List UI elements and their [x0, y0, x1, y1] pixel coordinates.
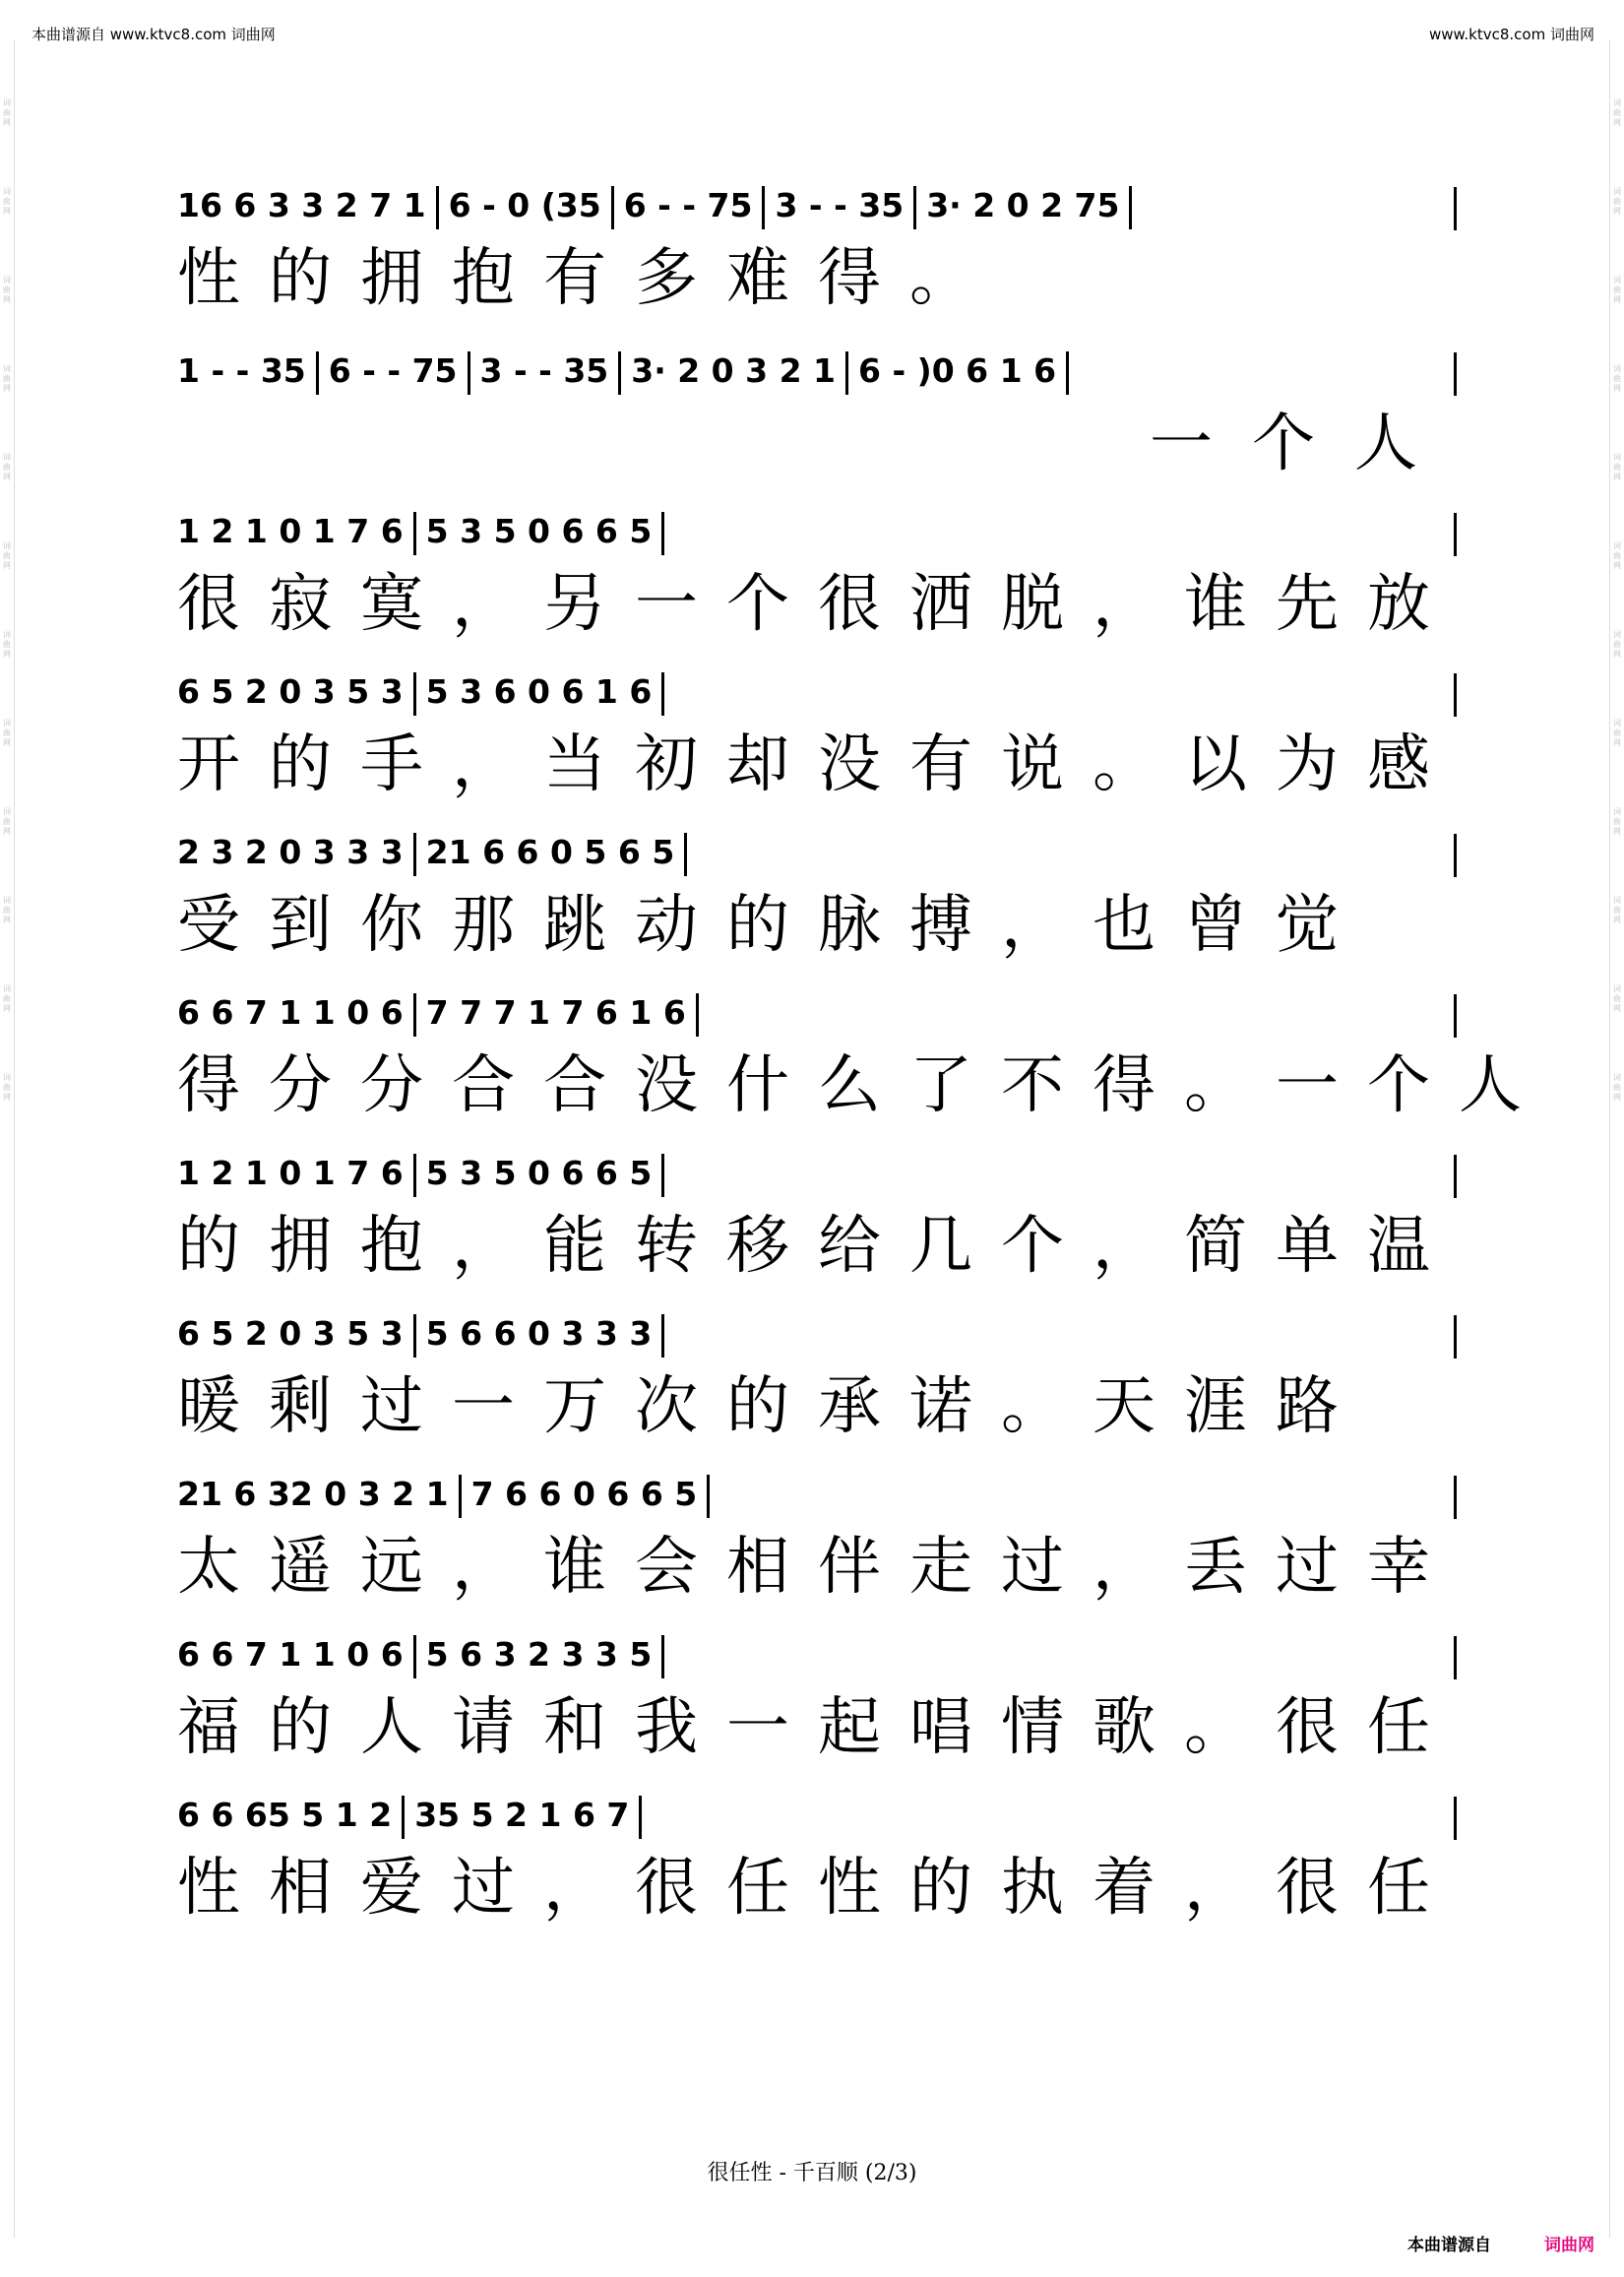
edge-watermark-text: 词曲网 [3, 807, 11, 836]
edge-watermark-text: 词曲网 [3, 630, 11, 659]
edge-watermark-text: 词曲网 [1613, 984, 1621, 1013]
jianpu-notes: 6 5 2 0 3 5 35 6 6 0 3 3 3 [177, 1305, 1457, 1362]
jianpu-notes: 6 5 2 0 3 5 35 3 6 0 6 1 6 [177, 664, 1457, 721]
lyrics-line: 性相爱过，很任性的执着，很任 [177, 1852, 1459, 1925]
jianpu-notes: 6 6 7 1 1 0 67 7 7 1 7 6 1 6 [177, 984, 1457, 1042]
bar-line [1454, 187, 1457, 230]
score-line [177, 1466, 1457, 1626]
measure-bar [436, 186, 439, 229]
lyrics-line: 受到你那跳动的脉搏，也曾觉 [177, 889, 1367, 962]
edge-watermark-text: 词曲网 [3, 719, 11, 747]
score-line [177, 984, 1550, 1145]
bar-line [1454, 673, 1457, 717]
edge-watermark-text: 词曲网 [3, 453, 11, 481]
measure-bar [413, 1154, 416, 1197]
measure-bar [618, 351, 621, 395]
measure-bar [459, 1475, 462, 1518]
measure-bar [845, 351, 848, 395]
bar-line [1454, 1476, 1457, 1519]
measure-bar [413, 672, 416, 716]
measure-bar [696, 993, 699, 1037]
score-line [177, 1626, 1457, 1787]
lyrics-line: 福的人请和我一起唱情歌。很任 [177, 1691, 1459, 1764]
measure-bar [402, 1796, 405, 1839]
measure-bar [639, 1796, 642, 1839]
measure-bar [1129, 186, 1132, 229]
score-line [177, 824, 1457, 984]
edge-watermark-text: 词曲网 [3, 276, 11, 304]
score-line [177, 1145, 1457, 1305]
measure-bar [707, 1475, 710, 1518]
score-sheet [177, 177, 1550, 1947]
measure-bar [413, 1635, 416, 1678]
lyrics-line: 性的拥抱有多难得。 [177, 242, 1001, 315]
score-line [177, 1305, 1457, 1466]
edge-watermark-text: 词曲网 [1613, 896, 1621, 924]
header-source-text: 本曲谱源自 www.ktvc8.com 词曲网 [31, 26, 276, 43]
page-footer: 很任性 - 千百顺 (2/3) [707, 2161, 917, 2185]
measure-bar [468, 351, 470, 395]
measure-bar [413, 833, 416, 876]
lyrics-line: 很寂寞，另一个很洒脱，谁先放 [177, 568, 1459, 641]
jianpu-notes: 6 6 65 5 1 235 5 2 1 6 7 [177, 1787, 1457, 1844]
edge-watermark-text: 词曲网 [1613, 187, 1621, 216]
lyrics-line: 一个人 [1150, 408, 1457, 480]
edge-watermark-text: 词曲网 [3, 187, 11, 216]
measure-bar [413, 512, 416, 555]
measure-bar [661, 672, 664, 716]
edge-watermark-text: 词曲网 [1613, 541, 1621, 570]
measure-bar [316, 351, 319, 395]
brand-source-label: 本曲谱源自 [1407, 2236, 1491, 2255]
score-line [177, 664, 1457, 824]
measure-bar [762, 186, 765, 229]
bar-line [1454, 834, 1457, 877]
measure-bar [413, 993, 416, 1037]
edge-watermark-text: 词曲网 [1613, 453, 1621, 481]
lyrics-line: 太遥远，谁会相伴走过，丢过幸 [177, 1531, 1459, 1604]
jianpu-notes: 1 2 1 0 1 7 65 3 5 0 6 6 5 [177, 503, 1457, 560]
right-watermark-strip [1609, 39, 1624, 2238]
lyrics-line: 得分分合合没什么了不得。一个人 [177, 1049, 1550, 1122]
edge-watermark-text: 词曲网 [1613, 98, 1621, 127]
lyrics-line: 开的手，当初却没有说。以为感 [177, 728, 1459, 801]
left-watermark-strip [0, 39, 15, 2238]
measure-bar [913, 186, 916, 229]
edge-watermark-text: 词曲网 [3, 541, 11, 570]
measure-bar [661, 1314, 664, 1358]
edge-watermark-text: 词曲网 [3, 984, 11, 1013]
bar-line [1454, 1636, 1457, 1679]
edge-watermark-text: 词曲网 [3, 98, 11, 127]
edge-watermark-text: 词曲网 [1613, 1073, 1621, 1102]
edge-watermark-text: 词曲网 [1613, 807, 1621, 836]
edge-watermark-text: 词曲网 [1613, 276, 1621, 304]
jianpu-notes: 1 - - 356 - - 753 - - 353· 2 0 3 2 16 - )0 6 1 6 [177, 343, 1457, 400]
edge-watermark-text: 词曲网 [3, 364, 11, 393]
measure-bar [413, 1314, 416, 1358]
score-line [177, 343, 1457, 503]
header-site-text: www.ktvc8.com 词曲网 [1428, 26, 1594, 43]
measure-bar [1066, 351, 1069, 395]
measure-bar [661, 1154, 664, 1197]
edge-watermark-text: 词曲网 [1613, 630, 1621, 659]
bar-line [1454, 352, 1457, 396]
jianpu-notes: 21 6 32 0 3 2 17 6 6 0 6 6 5 [177, 1466, 1457, 1523]
edge-watermark-text: 词曲网 [3, 1073, 11, 1102]
edge-watermark-text: 词曲网 [1613, 364, 1621, 393]
measure-bar [684, 833, 687, 876]
measure-bar [661, 512, 664, 555]
edge-watermark-text: 词曲网 [1613, 719, 1621, 747]
bar-line [1454, 513, 1457, 556]
edge-watermark-text: 词曲网 [3, 896, 11, 924]
lyrics-line: 的拥抱，能转移给几个，简单温 [177, 1210, 1459, 1283]
bar-line [1454, 1797, 1457, 1840]
score-line [177, 503, 1457, 664]
brand-logo: 词曲网 [1544, 2236, 1594, 2255]
score-line [177, 177, 1457, 343]
jianpu-notes: 2 3 2 0 3 3 321 6 6 0 5 6 5 [177, 824, 1457, 881]
score-line [177, 1787, 1457, 1947]
lyrics-line: 暖剩过一万次的承诺。天涯路 [177, 1370, 1367, 1443]
jianpu-notes: 6 6 7 1 1 0 65 6 3 2 3 3 5 [177, 1626, 1457, 1683]
bar-line [1454, 1315, 1457, 1359]
bar-line [1454, 994, 1457, 1038]
bar-line [1454, 1155, 1457, 1198]
measure-bar [611, 186, 614, 229]
jianpu-notes: 1 2 1 0 1 7 65 3 5 0 6 6 5 [177, 1145, 1457, 1202]
jianpu-notes: 16 6 3 3 2 7 16 - 0 (356 - - 753 - - 353· 2 0 2 75 [177, 177, 1457, 234]
measure-bar [661, 1635, 664, 1678]
